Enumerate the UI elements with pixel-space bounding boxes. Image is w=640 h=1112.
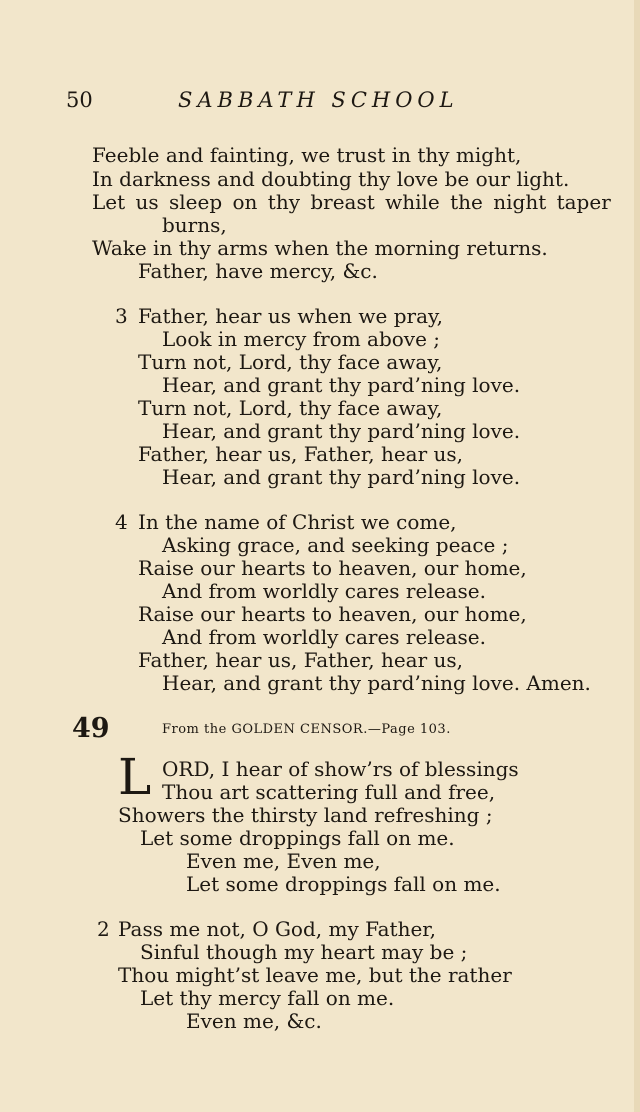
continuation-line: Feeble and fainting, we trust in thy might, <box>92 143 522 167</box>
verse-number: 4 <box>115 510 128 534</box>
continuation-line: Let us sleep on thy breast while the night taper <box>92 190 611 214</box>
verse-line: Thou might’st leave me, but the rather <box>118 963 512 987</box>
verse-number: 2 <box>97 917 110 941</box>
verse-line: Pass me not, O God, my Father, <box>118 917 437 941</box>
continuation-line: Wake in thy arms when the morning returns. <box>92 236 548 260</box>
verse-line: Turn not, Lord, thy face away, <box>138 350 443 374</box>
verse-line: Showers the thirsty land refreshing ; <box>118 803 493 827</box>
verse-number: 3 <box>115 304 128 328</box>
page-header <box>0 88 640 118</box>
verse-line: Let thy mercy fall on me. <box>140 986 395 1010</box>
verse-line: Hear, and grant thy pard’ning love. Amen. <box>162 671 591 695</box>
verse-line: And from worldly cares release. <box>162 625 486 649</box>
refrain-line: Even me, Even me, <box>186 849 381 873</box>
refrain-line: Even me, &c. <box>186 1009 322 1033</box>
hymn-number: 49 <box>72 713 110 744</box>
verse-line: In the name of Christ we come, <box>138 510 457 534</box>
verse-line: ORD, I hear of show’rs of blessings <box>162 757 519 781</box>
verse-line: Father, hear us, Father, hear us, <box>138 648 464 672</box>
verse-line: Father, hear us when we pray, <box>138 304 444 328</box>
verse-line: Raise our hearts to heaven, our home, <box>138 602 527 626</box>
verse-line: Turn not, Lord, thy face away, <box>138 396 443 420</box>
verse-line: Hear, and grant thy pard’ning love. <box>162 465 521 489</box>
verse-line: Let some droppings fall on me. <box>140 826 455 850</box>
verse-line: Hear, and grant thy pard’ning love. <box>162 419 521 443</box>
verse-line: Thou art scattering full and free, <box>162 780 496 804</box>
verse-line: And from worldly cares release. <box>162 579 486 603</box>
continuation-line: In darkness and doubting thy love be our light. <box>92 167 570 191</box>
verse-line: Look in mercy from above ; <box>162 327 441 351</box>
verse-line: Raise our hearts to heaven, our home, <box>138 556 527 580</box>
continuation-line: burns, <box>162 213 227 237</box>
verse-line: Sinful though my heart may be ; <box>140 940 468 964</box>
page-edge <box>634 0 640 1112</box>
hymn-source: From the GOLDEN CENSOR.—Page 103. <box>162 722 451 737</box>
drop-cap: L <box>118 748 152 806</box>
verse-line: Father, hear us, Father, hear us, <box>138 442 464 466</box>
running-title: SABBATH SCHOOL <box>178 88 459 112</box>
verse-line: Hear, and grant thy pard’ning love. <box>162 373 521 397</box>
refrain-line: Father, have mercy, &c. <box>138 259 378 283</box>
page-number: 50 <box>66 88 93 112</box>
refrain-line: Let some droppings fall on me. <box>186 872 501 896</box>
verse-line: Asking grace, and seeking peace ; <box>162 533 509 557</box>
